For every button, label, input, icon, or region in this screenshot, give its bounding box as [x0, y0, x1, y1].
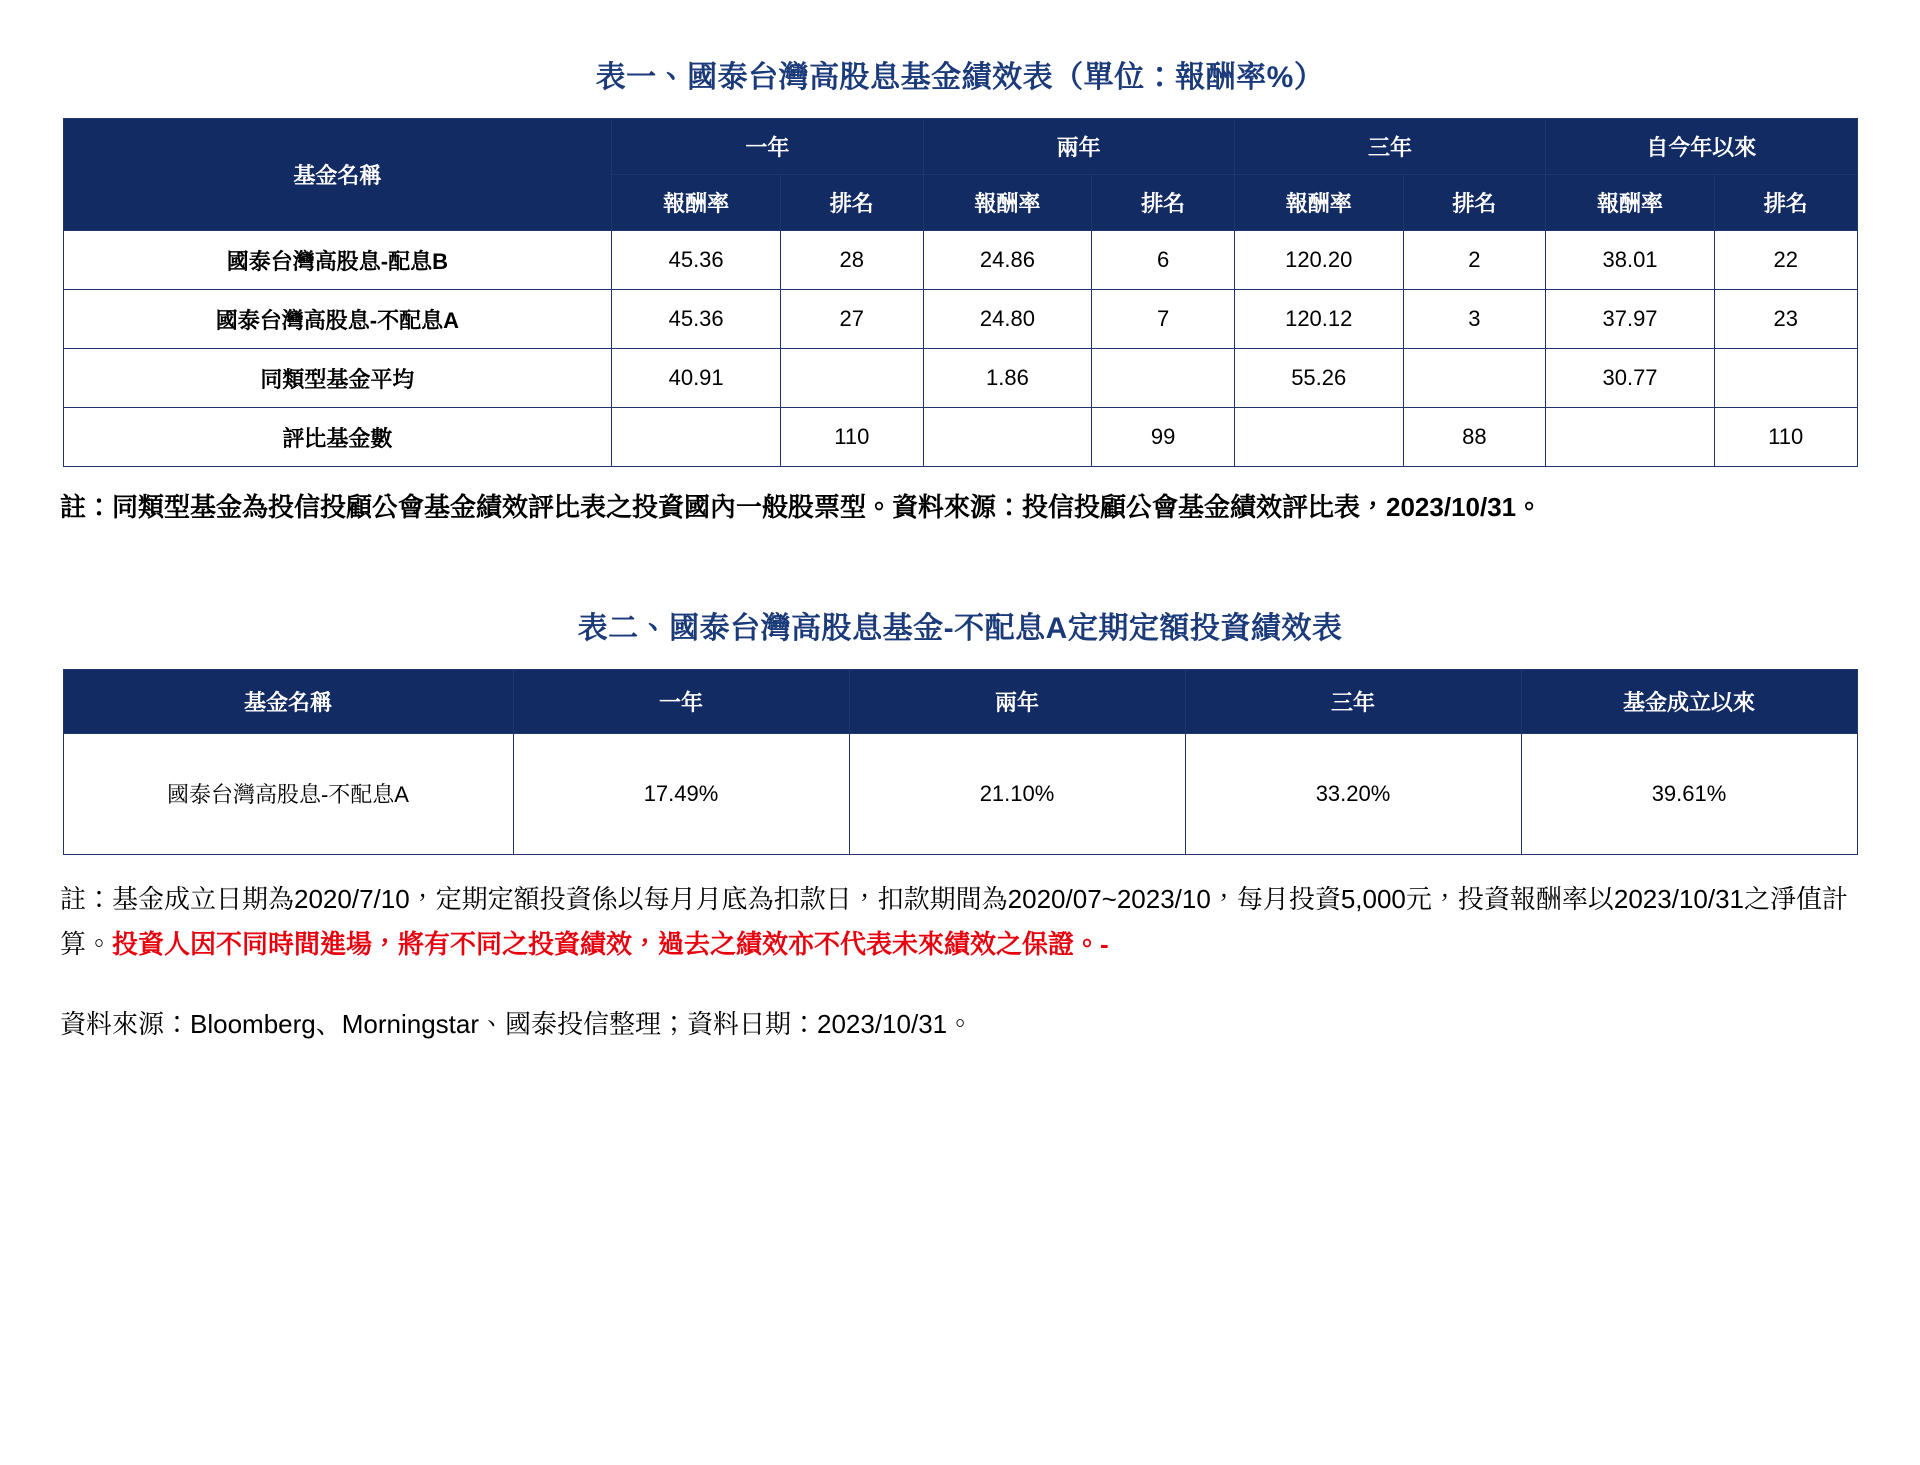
table1-head: [63, 119, 1857, 231]
table-row: [63, 231, 1857, 290]
table-row: [63, 733, 1857, 854]
table1-cell: [1234, 408, 1403, 467]
fund-performance-table: [63, 118, 1858, 467]
table2-cell: 39.61%: [1521, 733, 1857, 854]
table1-cell: 110: [1714, 408, 1857, 467]
table1-cell: 45.36: [612, 290, 781, 349]
table2-header-2y: 兩年: [849, 669, 1185, 733]
table1-cell: 40.91: [612, 349, 781, 408]
table2-title: 表二、國泰台灣高股息基金-不配息A定期定額投資績效表: [577, 611, 1343, 645]
table1-cell: 30.77: [1546, 349, 1715, 408]
table2-cell: 33.20%: [1185, 733, 1521, 854]
table2-header-1y: 一年: [513, 669, 849, 733]
table-row: [63, 349, 1857, 408]
table1-cell: 2: [1403, 231, 1545, 290]
table1-cell: 28: [781, 231, 923, 290]
table1-cell: [923, 408, 1092, 467]
table1-header-group-1y: 一年: [612, 119, 923, 175]
table1-row-name: 評比基金數: [63, 408, 612, 467]
table2-header-3y: 三年: [1185, 669, 1521, 733]
table1-cell: 22: [1714, 231, 1857, 290]
table1-cell: 55.26: [1234, 349, 1403, 408]
table1-cell: 38.01: [1546, 231, 1715, 290]
table1-row-name: 國泰台灣高股息-不配息A: [63, 290, 612, 349]
table1-cell: [1092, 349, 1234, 408]
table1-subheader-rank-2y: 排名: [1092, 175, 1234, 231]
table1-cell: [781, 349, 923, 408]
table1-subheader-rank-3y: 排名: [1403, 175, 1545, 231]
table1-cell: 120.20: [1234, 231, 1403, 290]
table1-cell: 1.86: [923, 349, 1092, 408]
table1-cell: 110: [781, 408, 923, 467]
table1-cell: 24.80: [923, 290, 1092, 349]
table1-header-group-2y: 兩年: [923, 119, 1234, 175]
table1-subheader-rank-1y: 排名: [781, 175, 923, 231]
table1-cell: 120.12: [1234, 290, 1403, 349]
table1-cell: 7: [1092, 290, 1234, 349]
table1-cell: [1714, 349, 1857, 408]
table1-cell: [612, 408, 781, 467]
table-row: [63, 290, 1857, 349]
table1-subheader-return-3y: 報酬率: [1234, 175, 1403, 231]
table2-header-row: [63, 669, 1857, 733]
table1-header-group-ytd: 自今年以來: [1546, 119, 1857, 175]
table1-cell: 24.86: [923, 231, 1092, 290]
table1-subheader-rank-ytd: 排名: [1714, 175, 1857, 231]
table1-cell: 23: [1714, 290, 1857, 349]
table2-note-plain: 註：基金成立日期為2020/7/10，定期定額投資係以每月月底為扣款日，扣款期間為2020/07~2023/10，每月投資5,000元，投資報酬率以2023/10/31之淨值計算。: [60, 883, 1849, 959]
table1-header-name: 基金名稱: [63, 119, 612, 231]
table2-note-warning: 投資人因不同時間進場，將有不同之投資績效，過去之績效亦不代表未來績效之保證。-: [112, 929, 1109, 959]
table1-cell: 6: [1092, 231, 1234, 290]
table2-cell: 21.10%: [849, 733, 1185, 854]
table1-cell: [1546, 408, 1715, 467]
table1-cell: 45.36: [612, 231, 781, 290]
table1-cell: 88: [1403, 408, 1545, 467]
table2-cell: 17.49%: [513, 733, 849, 854]
table1-subheader-return-ytd: 報酬率: [1546, 175, 1715, 231]
table1-title: 表一、國泰台灣高股息基金績效表（單位：報酬率%）: [595, 61, 1325, 94]
table1-cell: [1403, 349, 1545, 408]
table2-header-since-inception: 基金成立以來: [1521, 669, 1857, 733]
regular-investment-table: [63, 669, 1858, 855]
table1-cell: 99: [1092, 408, 1234, 467]
table1-subheader-return-1y: 報酬率: [612, 175, 781, 231]
table1-body: [63, 231, 1857, 467]
table1-cell: 3: [1403, 290, 1545, 349]
table1-cell: 27: [781, 290, 923, 349]
table2-head: [63, 669, 1857, 733]
table1-subheader-return-2y: 報酬率: [923, 175, 1092, 231]
table1-header-group-3y: 三年: [1234, 119, 1545, 175]
table2-row-name: 國泰台灣高股息-不配息A: [63, 733, 513, 854]
table-row: [63, 408, 1857, 467]
table2-header-name: 基金名稱: [63, 669, 513, 733]
table2-note: [60, 877, 1860, 968]
table1-row-name: 同類型基金平均: [63, 349, 612, 408]
table1-note: 註：同類型基金為投信投顧公會基金績效評比表之投資國內一般股票型。資料來源：投信投顧公會基金績效評比表，2023/10/31。: [60, 492, 1543, 522]
table1-row-name: 國泰台灣高股息-配息B: [63, 231, 612, 290]
table1-cell: 37.97: [1546, 290, 1715, 349]
data-source: 資料來源：Bloomberg、Morningstar、國泰投信整理；資料日期：2023/10/31。: [60, 1008, 974, 1039]
table2-body: [63, 733, 1857, 854]
table1-header-row-groups: [63, 119, 1857, 175]
